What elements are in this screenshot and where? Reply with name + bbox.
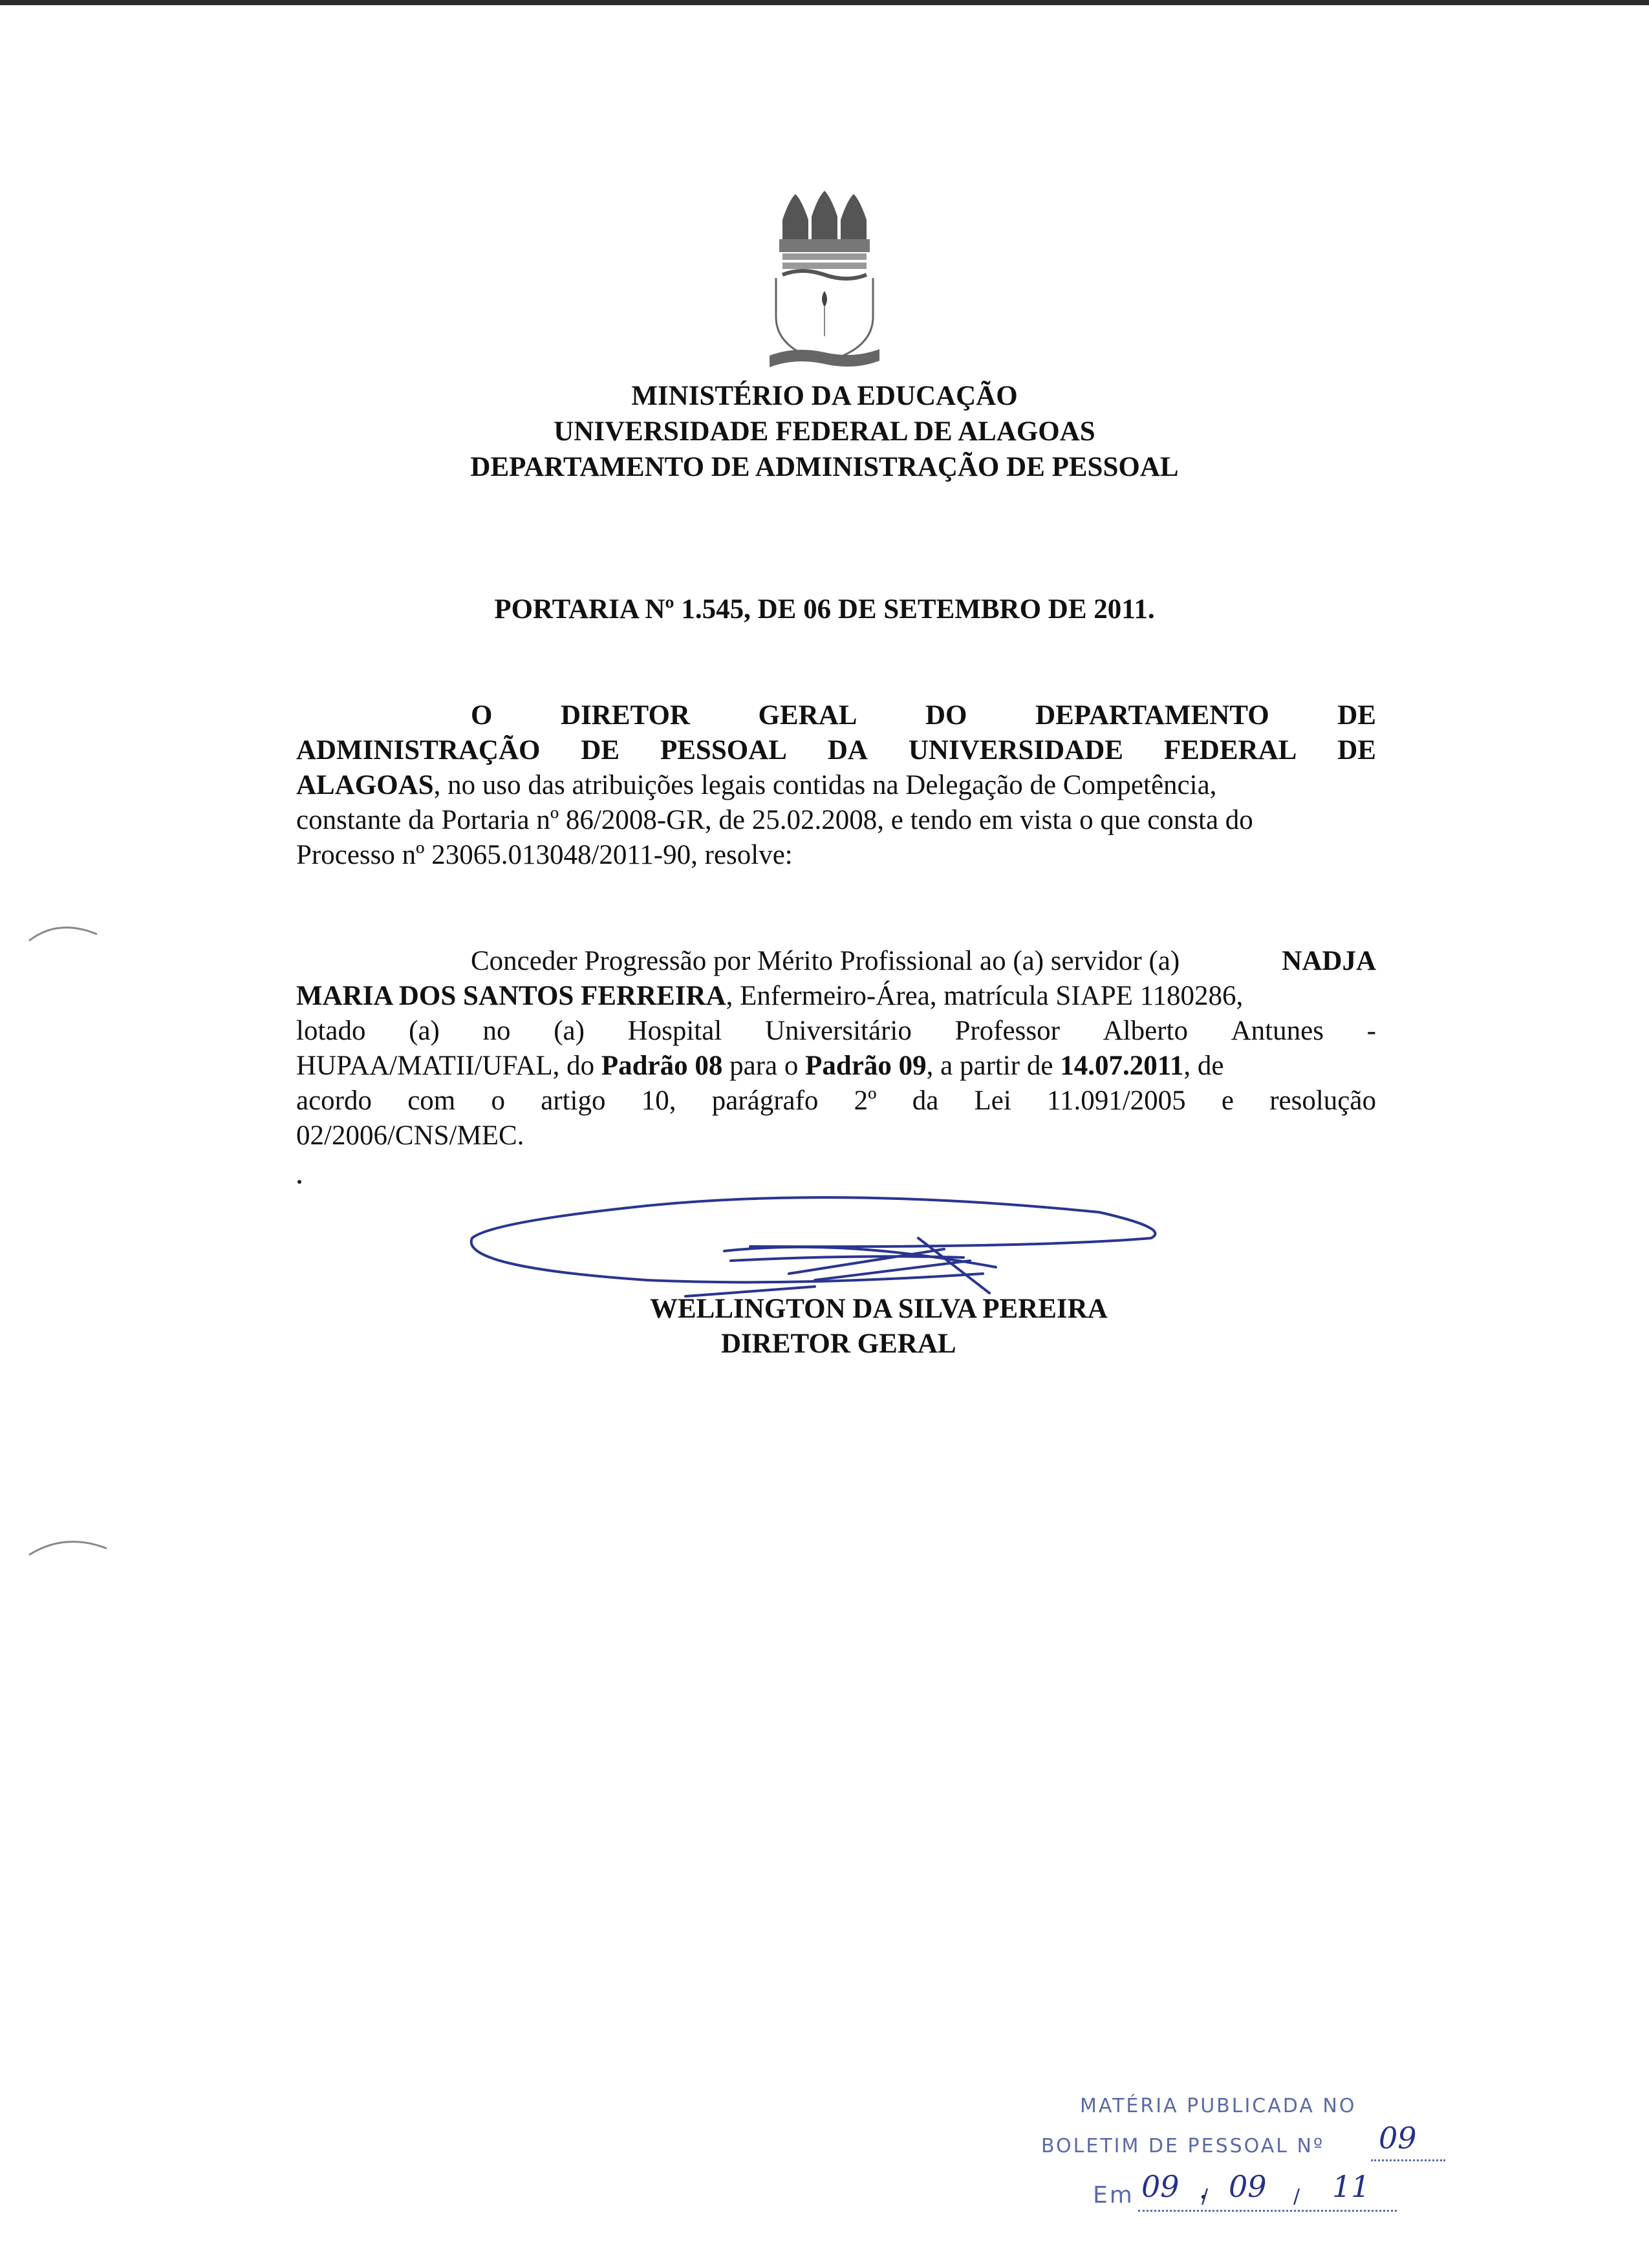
word: DA (827, 735, 868, 765)
resolution-line-4 (296, 1049, 1376, 1084)
word: GERAL (758, 700, 857, 731)
ministry-heading: MINISTÉRIO DA EDUCAÇÃO (631, 381, 1018, 411)
word: DE (1337, 735, 1376, 765)
signer-name: WELLINGTON DA SILVA PEREIRA (650, 1294, 1108, 1324)
word: PESSOAL (660, 735, 787, 765)
word: o (491, 1086, 505, 1116)
word: (a) (554, 1016, 585, 1046)
bold-text: Padrão 09 (805, 1051, 927, 1081)
word: Professor (954, 1016, 1060, 1046)
word: O (471, 700, 493, 731)
word: Alberto (1103, 1016, 1188, 1046)
department-heading: DEPARTAMENTO DE ADMINISTRAÇÃO DE PESSOAL (470, 452, 1179, 482)
word: 2º (854, 1086, 877, 1116)
publication-stamp (1035, 2095, 1474, 2250)
scan-hole-mark (26, 1532, 116, 1558)
preamble-line-3 (296, 768, 1376, 803)
preamble-line-2 (296, 733, 1376, 768)
word: artigo (541, 1086, 606, 1116)
text: Processo nº 23065.013048/2011-90, resolve: (296, 840, 793, 870)
word: DIRETOR (561, 700, 690, 731)
word: Lei (974, 1086, 1011, 1116)
word: DO (925, 700, 967, 731)
word: DEPARTAMENTO (1035, 700, 1269, 731)
word: Hospital (627, 1016, 722, 1046)
resolution-line-6 (296, 1118, 1376, 1153)
word: acordo (296, 1086, 372, 1116)
bold-text: NADJA (1282, 946, 1376, 976)
bold-text: 14.07.2011 (1060, 1051, 1184, 1081)
word: DE (581, 735, 620, 765)
resolution-line-1 (296, 944, 1376, 979)
resolution-line-5 (296, 1084, 1376, 1118)
bold-text: ALAGOAS (296, 770, 434, 800)
boletim-number-underline (1371, 2159, 1445, 2161)
word: no (482, 1016, 511, 1046)
servant-name: MARIA DOS SANTOS FERREIRA (296, 981, 726, 1011)
word: UNIVERSIDADE (908, 735, 1123, 765)
date-separator: / (1202, 2185, 1211, 2208)
text: Conceder Progressão por Mérito Profissional ao (a) servidor (a) (471, 946, 1187, 976)
word: da (912, 1086, 939, 1116)
university-heading: UNIVERSIDADE FEDERAL DE ALAGOAS (554, 416, 1095, 447)
preamble-line-1 (296, 698, 1376, 733)
stamp-date-prefix: Em (1093, 2182, 1134, 2209)
signer-role: DIRETOR GERAL (721, 1329, 956, 1359)
preamble-paragraph (296, 698, 1376, 873)
signature-scribble (453, 1177, 1196, 1306)
stray-dot (297, 1180, 301, 1184)
boletim-number: 09 (1379, 2121, 1417, 2156)
resolution-paragraph (296, 944, 1376, 1153)
word: - (1366, 1016, 1376, 1046)
university-crest-icon (757, 181, 892, 375)
text: , no uso das atribuições legais contidas na Delegação de Competência, (433, 770, 1217, 800)
word: Universitário (764, 1016, 912, 1046)
scan-hole-mark (26, 918, 103, 944)
document-header (0, 378, 1649, 485)
word: lotado (296, 1016, 366, 1046)
stamp-day: 09 (1141, 2169, 1180, 2204)
text: , a partir de (926, 1051, 1061, 1081)
word: e (1221, 1086, 1234, 1116)
text: 02/2006/CNS/MEC. (296, 1120, 524, 1151)
word: Antunes (1231, 1016, 1324, 1046)
word: FEDERAL (1163, 735, 1297, 765)
signer-block (650, 1292, 1108, 1362)
word: 11.091/2005 (1047, 1086, 1186, 1116)
scan-top-edge (0, 0, 1649, 5)
bold-text: Padrão 08 (601, 1051, 723, 1081)
date-separator: / (1293, 2185, 1302, 2208)
resolution-line-3 (296, 1014, 1376, 1049)
word: DE (1337, 700, 1376, 731)
word: (a) (409, 1016, 440, 1046)
word: com (407, 1086, 456, 1116)
word: ADMINISTRAÇÃO (296, 735, 541, 765)
text: HUPAA/MATII/UFAL, do (296, 1051, 601, 1081)
stamp-line-2: BOLETIM DE PESSOAL Nº (1041, 2135, 1325, 2157)
stamp-month: 09 (1229, 2169, 1267, 2204)
preamble-line-5 (296, 838, 1376, 873)
preamble-line-4 (296, 803, 1376, 838)
text: para o (722, 1051, 806, 1081)
portaria-title: PORTARIA Nº 1.545, DE 06 DE SETEMBRO DE 2011. (494, 594, 1155, 625)
text: constante da Portaria nº 86/2008-GR, de 25.02.2008, e tendo em vista o que consta do (296, 805, 1253, 835)
resolution-line-2 (296, 979, 1376, 1014)
word: resolução (1269, 1086, 1376, 1116)
word: parágrafo (711, 1086, 819, 1116)
stamp-line-1: MATÉRIA PUBLICADA NO (1080, 2095, 1357, 2117)
stamp-year: 11 (1332, 2169, 1370, 2204)
text: , Enfermeiro-Área, matrícula SIAPE 1180286, (726, 981, 1244, 1011)
stamp-date-underline (1138, 2210, 1397, 2212)
word: 10, (641, 1086, 676, 1116)
text: , de (1183, 1051, 1224, 1081)
